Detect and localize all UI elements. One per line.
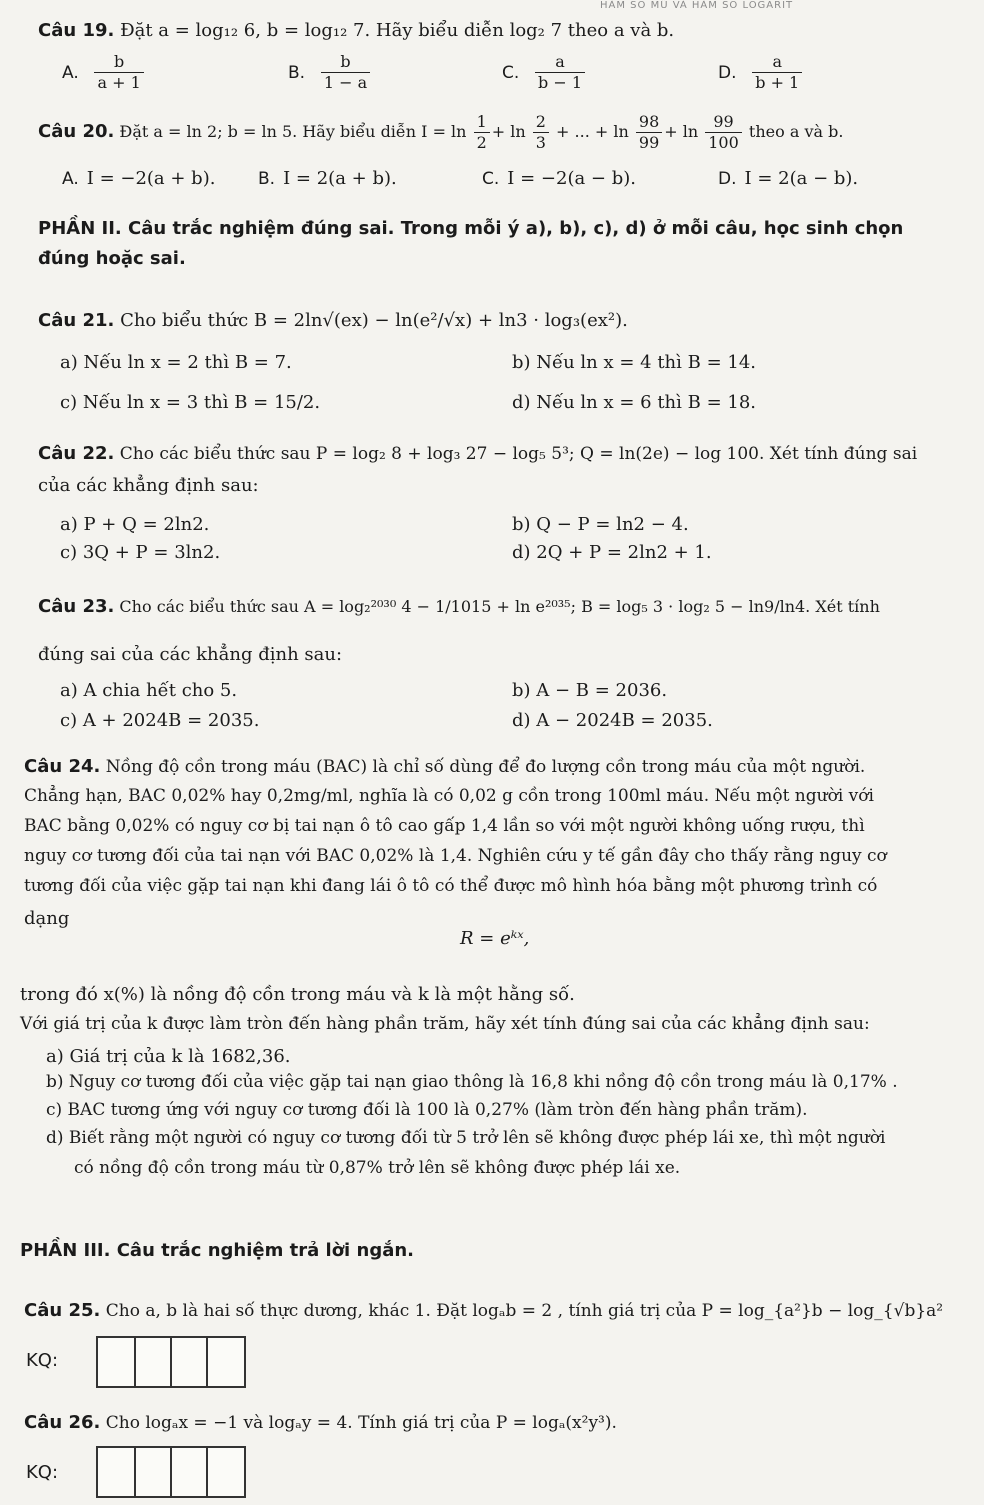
q19-label: Câu 19. [38, 20, 115, 41]
q24-item-b: b) Nguy cơ tương đối của việc gặp tai nạn giao thông là 16,8 khi nồng độ cồn trong máu là 0,17% . [46, 1072, 898, 1092]
q19-option-b-label: B. [288, 62, 306, 83]
q24-text-1: Nồng độ cồn trong máu (BAC) là chỉ số dùng để đo lượng cồn trong máu của một người. [105, 757, 866, 777]
q20-option-a-text: I = −2(a + b). [86, 168, 216, 189]
q20-option-a-label: A. [62, 169, 79, 189]
q19-option-d [718, 52, 804, 93]
q26-answer-box[interactable] [96, 1446, 246, 1498]
q19-option-a-num: b [94, 52, 143, 73]
q23-stem-2: đúng sai của các khẳng định sau: [38, 644, 343, 665]
q23-text: Cho các biểu thức sau A = log₂²⁰³⁰ 4 − 1/1015 + ln e²⁰³⁵; B = log₅ 3 · log₂ 5 − ln9/ln4. Xét tính [119, 597, 880, 616]
q20-text-mid: + ... + ln [556, 122, 629, 141]
q24-label: Câu 24. [24, 756, 101, 777]
q19-option-b-num: b [321, 52, 370, 73]
q26-kq-label: KQ: [26, 1462, 59, 1483]
q24-line-6: dạng [24, 908, 70, 929]
q24-line-3: BAC bằng 0,02% có nguy cơ bị tai nạn ô tô cao gấp 1,4 lần so với một người không uống rượu, thì [24, 816, 865, 836]
q21-text: Cho biểu thức B = 2ln√(ex) − ln(e²/√x) + ln3 · log₃(ex²). [120, 310, 628, 331]
q20-option-a [62, 168, 215, 189]
q25-answer-cell [170, 1338, 172, 1386]
q23-item-a: a) A chia hết cho 5. [60, 680, 238, 701]
q20-option-b-label: B. [258, 169, 276, 189]
q19-option-a [62, 52, 146, 93]
q25-answer-cell [134, 1338, 136, 1386]
q19-option-c-num: a [535, 52, 585, 73]
q26-label: Câu 26. [24, 1412, 101, 1433]
q26-answer-cell [170, 1448, 172, 1496]
q24-item-d: d) Biết rằng một người có nguy cơ tương đối từ 5 trở lên sẽ không được phép lái xe, thì một người [46, 1128, 886, 1148]
q20-option-b [258, 168, 397, 189]
q24-line-5: tương đối của việc gặp tai nạn khi đang lái ô tô có thể được mô hình hóa bằng một phương trình có [24, 876, 878, 896]
q20-stem: Câu 20. Đặt a = ln 2; b = ln 5. Hãy biểu diễn I = ln $\frac{1}{2}$ + ln $\frac{2}{3}$ + ... + ln $\frac{98}{99}$ + ln $\frac{99}{100}$ theo a và b. [38, 112, 844, 152]
q20-option-c-label: C. [482, 169, 500, 189]
q25-answer-box[interactable] [96, 1336, 246, 1388]
q22-stem [38, 443, 917, 464]
q19-option-c-label: C. [502, 62, 520, 83]
q22-item-a: a) P + Q = 2ln2. [60, 514, 210, 535]
q20-option-b-text: I = 2(a + b). [283, 168, 397, 189]
q19-text: Đặt a = log₁₂ 6, b = log₁₂ 7. Hãy biểu diễn log₂ 7 theo a và b. [120, 20, 675, 41]
q23-item-b: b) A − B = 2036. [512, 680, 668, 701]
q21-stem [38, 310, 628, 331]
q19-stem [38, 20, 674, 41]
q24-line-4: nguy cơ tương đối của tai nạn với BAC 0,02% là 1,4. Nghiên cứu y tế gần đây cho thấy rằng nguy cơ [24, 846, 887, 866]
q26-answer-cell [134, 1448, 136, 1496]
q22-item-d: d) 2Q + P = 2ln2 + 1. [512, 542, 712, 563]
q20-option-d-label: D. [718, 169, 737, 189]
q24-item-c: c) BAC tương ứng với nguy cơ tương đối là 100 là 0,27% (làm tròn đến hàng phần trăm). [46, 1100, 808, 1120]
q21-item-a: a) Nếu ln x = 2 thì B = 7. [60, 352, 292, 373]
q26-text: Cho logₐx = −1 và logₐy = 4. Tính giá trị của P = logₐ(x²y³). [105, 1413, 617, 1433]
q23-stem [38, 596, 880, 617]
q20-text-pre: Đặt a = ln 2; b = ln 5. Hãy biểu diễn I = ln [119, 122, 467, 141]
q20-label: Câu 20. [38, 121, 115, 142]
q23-item-d: d) A − 2024B = 2035. [512, 710, 713, 731]
q19-option-c-den: b − 1 [538, 73, 583, 92]
q19-option-a-label: A. [62, 62, 79, 83]
q19-option-d-label: D. [718, 62, 737, 83]
q21-item-c: c) Nếu ln x = 3 thì B = 15/2. [60, 392, 321, 413]
page-header: HÀM SỐ MŨ VÀ HÀM SỐ LÔGARIT [600, 0, 794, 11]
q20-option-d-text: I = 2(a − b). [744, 168, 859, 189]
q21-item-b: b) Nếu ln x = 4 thì B = 14. [512, 352, 757, 373]
q20-option-d [718, 168, 858, 189]
q19-option-b-den: 1 − a [323, 73, 368, 92]
q20-option-c-text: I = −2(a − b). [507, 168, 636, 189]
q19-option-c [502, 52, 587, 93]
q22-item-b: b) Q − P = ln2 − 4. [512, 514, 689, 535]
q21-item-d: d) Nếu ln x = 6 thì B = 18. [512, 392, 757, 413]
q25-text: Cho a, b là hai số thực dương, khác 1. Đặt logₐb = 2 , tính giá trị của P = log_{a²}b − log_{√b}a² [105, 1301, 944, 1321]
q20-text-post: theo a và b. [748, 122, 844, 141]
q24-item-a: a) Giá trị của k là 1682,36. [46, 1046, 291, 1067]
q24-after-1: trong đó x(%) là nồng độ cồn trong máu và k là một hằng số. [20, 984, 575, 1005]
q26-stem [24, 1412, 617, 1433]
q24-item-d-cont: có nồng độ cồn trong máu từ 0,87% trở lên sẽ không được phép lái xe. [74, 1158, 681, 1178]
q25-answer-cell [206, 1338, 208, 1386]
part2-heading: PHẦN II. Câu trắc nghiệm đúng sai. Trong mỗi ý a), b), c), d) ở mỗi câu, học sinh chọn đúng hoặc sai. [38, 218, 904, 269]
q19-option-d-den: b + 1 [755, 73, 800, 92]
q22-stem-2: của các khẳng định sau: [38, 475, 259, 496]
q22-item-c: c) 3Q + P = 3ln2. [60, 542, 221, 563]
q19-option-b [288, 52, 372, 93]
q24-line-1 [24, 756, 865, 777]
q22-text: Cho các biểu thức sau P = log₂ 8 + log₃ 27 − log₅ 5³; Q = ln(2e) − log 100. Xét tính đúng sai [119, 444, 918, 464]
q25-kq-label: KQ: [26, 1350, 59, 1371]
q21-label: Câu 21. [38, 310, 115, 331]
q25-label: Câu 25. [24, 1300, 101, 1321]
q24-line-2: Chẳng hạn, BAC 0,02% hay 0,2mg/ml, nghĩa là có 0,02 g cồn trong 100ml máu. Nếu một người với [24, 786, 874, 806]
q23-label: Câu 23. [38, 596, 115, 617]
q26-answer-cell [206, 1448, 208, 1496]
q23-item-c: c) A + 2024B = 2035. [60, 710, 260, 731]
part3-heading: PHẦN III. Câu trắc nghiệm trả lời ngắn. [20, 1240, 414, 1261]
q24-after-2: Với giá trị của k được làm tròn đến hàng phần trăm, hãy xét tính đúng sai của các khẳng định sau: [20, 1014, 870, 1034]
q24-formula: R = eᵏˣ, [460, 928, 530, 949]
q19-option-a-den: a + 1 [97, 73, 141, 92]
q25-stem [24, 1300, 943, 1321]
q19-option-d-num: a [752, 52, 802, 73]
q20-option-c [482, 168, 636, 189]
q22-label: Câu 22. [38, 443, 115, 464]
